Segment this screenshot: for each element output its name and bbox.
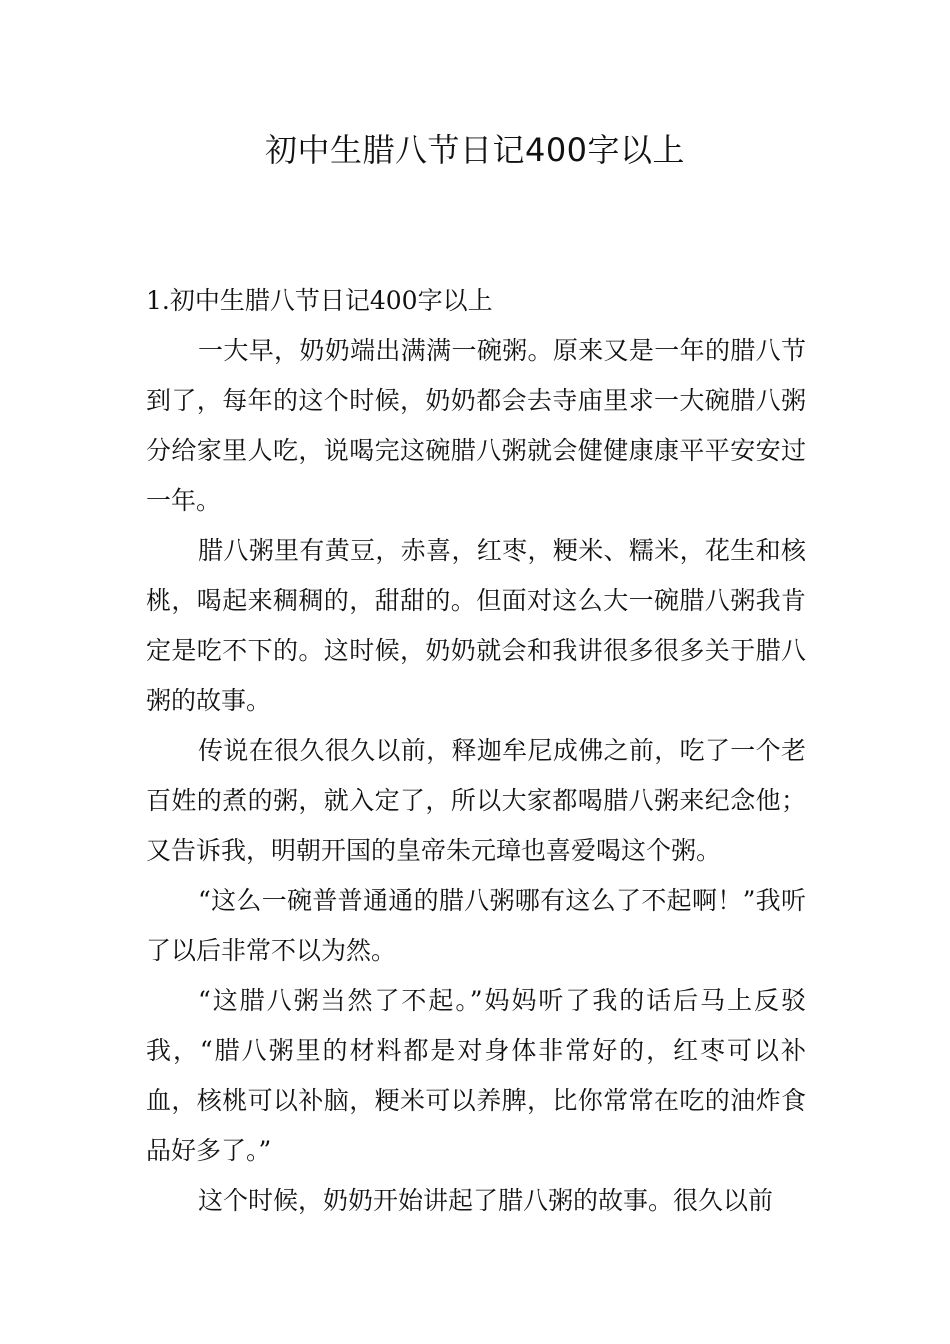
paragraph: 这个时候，奶奶开始讲起了腊八粥的故事。很久以前 (198, 1186, 774, 1215)
section-heading: 1.初中生腊八节日记400字以上 (146, 286, 493, 315)
document-body (146, 276, 806, 1226)
paragraph: “这么一碗普普通通的腊八粥哪有这么了不起啊！”我听了以后非常不以为然。 (146, 886, 806, 965)
paragraph: 腊八粥里有黄豆，赤喜，红枣，粳米、糯米，花生和核桃，喝起来稠稠的，甜甜的。但面对这么大一碗腊八粥我肯定是吃不下的。这时候，奶奶就会和我讲很多很多关于腊八粥的故事。 (146, 536, 806, 715)
paragraph: 传说在很久很久以前，释迦牟尼成佛之前，吃了一个老百姓的煮的粥，就入定了，所以大家都喝腊八粥来纪念他；又告诉我，明朝开国的皇帝朱元璋也喜爱喝这个粥。 (146, 736, 806, 865)
document-title: 初中生腊八节日记400字以上 (264, 131, 686, 169)
paragraph: 一大早，奶奶端出满满一碗粥。原来又是一年的腊八节到了，每年的这个时候，奶奶都会去寺庙里求一大碗腊八粥分给家里人吃，说喝完这碗腊八粥就会健健康康平平安安过一年。 (146, 336, 806, 515)
paragraph: “这腊八粥当然了不起。”妈妈听了我的话后马上反驳我，“腊八粥里的材料都是对身体非常好的，红枣可以补血，核桃可以补脑，粳米可以养脾，比你常常在吃的油炸食品好多了。” (146, 986, 806, 1165)
